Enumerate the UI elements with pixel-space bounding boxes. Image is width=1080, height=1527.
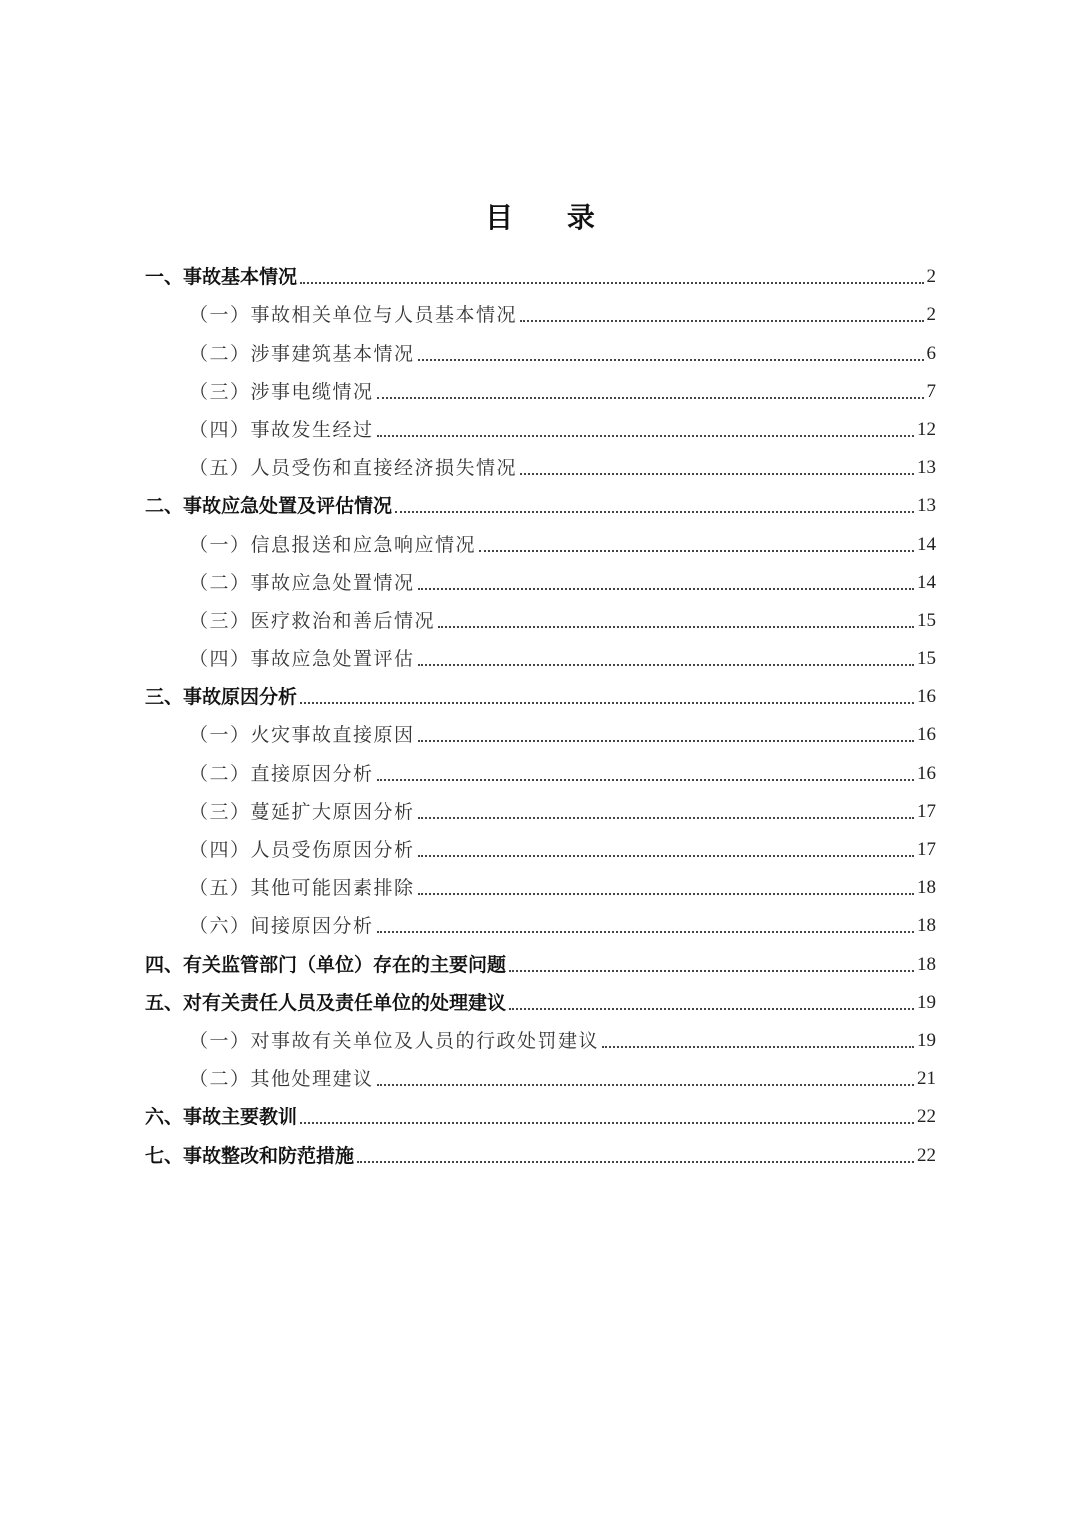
toc-page-number: 18 <box>917 915 936 937</box>
toc-page-number: 13 <box>917 457 936 479</box>
toc-dot-leader <box>418 588 914 590</box>
toc-dot-leader <box>418 359 924 361</box>
toc-entry-label: （六）间接原因分析 <box>189 915 374 938</box>
toc-page-number: 6 <box>926 342 936 364</box>
toc-entry-label: （三）医疗救治和善后情况 <box>189 609 436 632</box>
toc-entry-label: 六、事故主要教训 <box>145 1106 298 1129</box>
toc-title: 目 录 <box>485 201 617 234</box>
toc-subsection-entry[interactable] <box>145 443 936 481</box>
toc-subsection-entry[interactable] <box>145 748 936 786</box>
toc-dot-leader <box>418 893 914 895</box>
toc-subsection-entry[interactable] <box>145 328 936 366</box>
toc-page-number: 17 <box>917 800 936 822</box>
toc-subsection-entry[interactable] <box>145 558 936 596</box>
toc-subsection-entry[interactable] <box>145 634 936 672</box>
toc-section-entry[interactable] <box>145 1130 936 1168</box>
toc-entry-label: （一）事故相关单位与人员基本情况 <box>189 304 518 327</box>
toc-dot-leader <box>520 320 923 322</box>
toc-section-entry[interactable] <box>145 978 936 1016</box>
toc-page-number: 15 <box>917 609 936 631</box>
toc-entry-label: （二）直接原因分析 <box>189 762 374 785</box>
toc-dot-leader <box>377 931 914 933</box>
toc-subsection-entry[interactable] <box>145 825 936 863</box>
toc-dot-leader <box>300 702 914 704</box>
toc-page-number: 14 <box>917 571 936 593</box>
toc-dot-leader <box>602 1046 914 1048</box>
toc-subsection-entry[interactable] <box>145 1016 936 1054</box>
toc-entry-label: （四）人员受伤原因分析 <box>189 839 415 861</box>
toc-entry-label: （四）事故发生经过 <box>189 418 374 441</box>
toc-entry-label: （二）其他处理建议 <box>189 1068 374 1091</box>
toc-entry-label: 二、事故应急处置及评估情况 <box>145 495 393 518</box>
toc-subsection-entry[interactable] <box>145 787 936 825</box>
toc-entry-label: （二）涉事建筑基本情况 <box>189 342 415 365</box>
toc-dot-leader <box>377 397 924 399</box>
toc-page-number: 16 <box>917 724 936 746</box>
toc-subsection-entry[interactable] <box>145 863 936 901</box>
toc-page-number: 16 <box>917 762 936 784</box>
toc-page-number: 12 <box>917 418 936 440</box>
toc-entry-label: （一）信息报送和应急响应情况 <box>189 533 477 556</box>
toc-dot-leader <box>377 435 914 437</box>
toc-page-number: 14 <box>917 533 936 555</box>
toc-section-entry[interactable] <box>145 481 936 519</box>
toc-dot-leader <box>438 626 914 628</box>
toc-dot-leader <box>418 740 914 742</box>
toc-dot-leader <box>357 1161 914 1163</box>
toc-page-number: 18 <box>917 953 936 975</box>
toc-subsection-entry[interactable] <box>145 290 936 328</box>
toc-dot-leader <box>418 817 914 819</box>
toc-subsection-entry[interactable] <box>145 405 936 443</box>
toc-page-number: 16 <box>917 686 936 708</box>
toc-subsection-entry[interactable] <box>145 367 936 405</box>
toc-page-number: 18 <box>917 877 936 899</box>
toc-dot-leader <box>418 855 914 857</box>
table-of-contents <box>145 252 936 1169</box>
toc-dot-leader <box>395 511 914 513</box>
toc-page-number: 15 <box>917 648 936 670</box>
toc-page-number: 22 <box>917 1106 936 1128</box>
toc-subsection-entry[interactable] <box>145 596 936 634</box>
toc-entry-label: 一、事故基本情况 <box>145 266 298 289</box>
toc-subsection-entry[interactable] <box>145 710 936 748</box>
toc-entry-label: 四、有关监管部门（单位）存在的主要问题 <box>145 953 507 976</box>
toc-page-number: 22 <box>917 1144 936 1166</box>
toc-subsection-entry[interactable] <box>145 901 936 939</box>
toc-section-entry[interactable] <box>145 252 936 290</box>
toc-dot-leader <box>300 1122 914 1124</box>
toc-page-number: 2 <box>926 266 936 288</box>
toc-dot-leader <box>418 664 914 666</box>
toc-dot-leader <box>509 970 914 972</box>
toc-section-entry[interactable] <box>145 1092 936 1130</box>
toc-dot-leader <box>520 473 914 475</box>
toc-section-entry[interactable] <box>145 672 936 710</box>
toc-entry-label: （三）蔓延扩大原因分析 <box>189 800 415 823</box>
toc-entry-label: （二）事故应急处置情况 <box>189 571 415 594</box>
toc-entry-label: 七、事故整改和防范措施 <box>145 1144 355 1167</box>
toc-entry-label: （五）人员受伤和直接经济损失情况 <box>189 457 518 480</box>
toc-subsection-entry[interactable] <box>145 1054 936 1092</box>
toc-page-number: 19 <box>917 991 936 1013</box>
toc-dot-leader <box>377 779 914 781</box>
toc-dot-leader <box>377 1084 914 1086</box>
toc-page-number: 17 <box>917 839 936 860</box>
toc-section-entry[interactable] <box>145 939 936 977</box>
toc-entry-label: 五、对有关责任人员及责任单位的处理建议 <box>145 991 507 1014</box>
toc-page-number: 7 <box>926 380 936 402</box>
toc-subsection-entry[interactable] <box>145 519 936 557</box>
toc-page-number: 21 <box>917 1068 936 1090</box>
toc-page-number: 13 <box>917 495 936 517</box>
toc-entry-label: 三、事故原因分析 <box>145 686 298 709</box>
toc-dot-leader <box>479 550 914 552</box>
toc-entry-label: （三）涉事电缆情况 <box>189 380 374 403</box>
toc-page-number: 2 <box>926 304 936 326</box>
toc-entry-label: （四）事故应急处置评估 <box>189 648 415 671</box>
toc-entry-label: （一）对事故有关单位及人员的行政处罚建议 <box>189 1029 600 1052</box>
toc-page-number: 19 <box>917 1029 936 1051</box>
toc-dot-leader <box>300 282 923 284</box>
toc-dot-leader <box>509 1008 914 1010</box>
toc-entry-label: （五）其他可能因素排除 <box>189 877 415 900</box>
toc-entry-label: （一）火灾事故直接原因 <box>189 724 415 747</box>
